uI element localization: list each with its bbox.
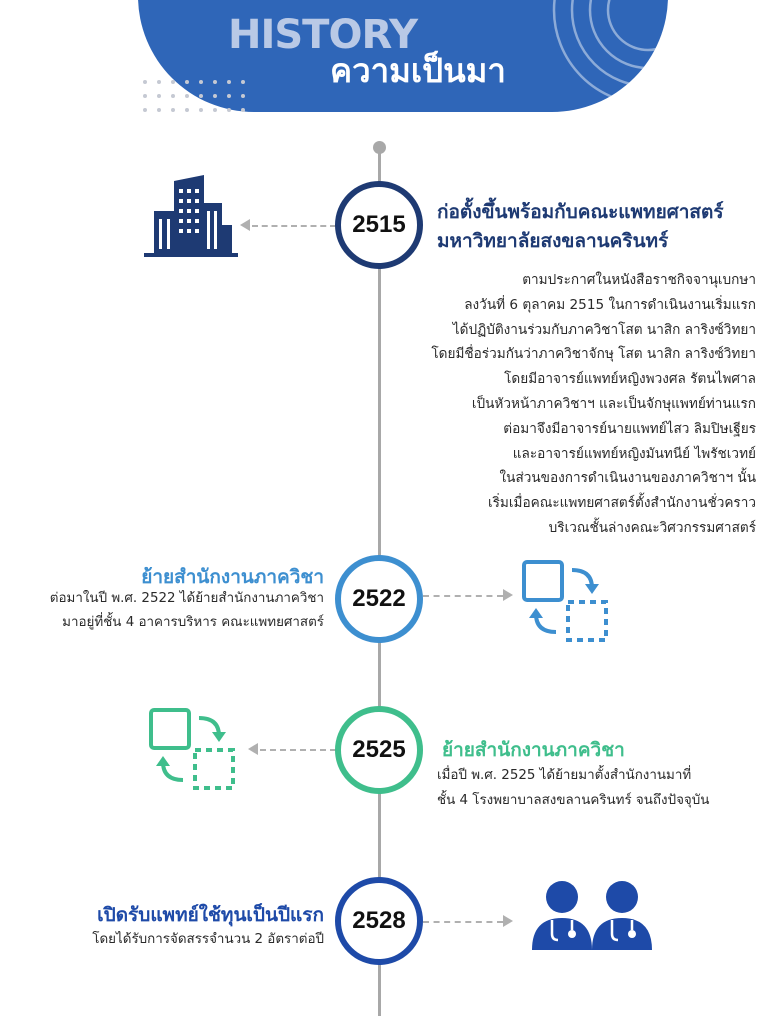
event-2515-description: ตามประกาศในหนังสือราชกิจจานุเบกษา ลงวันที่ 6 ตุลาคม 2515 ในการดำเนินงานเริ่มแรก ได้ปฏิบัติงานร่วมกับภาควิชาโสต นาสิก ลาริงซ์วิทยา โดยมีชื่อร่วมกันว่าภาควิชาจักษุ โสต นาสิก ลาริงซ์วิทยา โดยมีอาจารย์แพทย์หญิงพวงศล รัตนไพศาล เป็นหัวหน้าภาควิชาฯ และเป็นจักษุแพทย์ท่านแรก ต่อมาจึงมีอาจารย์นายแพทย์ไสว ลิมปิษเฐียร และอาจารย์แพทย์หญิงมันทนีย์ ไพรัชเวทย์ ในส่วนของการดำเนินงานของภาควิชาฯ นั้น เริ่มเมื่อคณะแพทยศาสตร์ตั้งสำนักงานชั่วคราว บริเวณชั้นล่างคณะวิศวกรรมศาสตร์ [431, 272, 756, 536]
event-2522-description: ต่อมาในปี พ.ศ. 2522 ได้ย้ายสำนักงานภาควิชา มาอยู่ที่ชั้น 4 อาคารบริหาร คณะแพทยศาสตร์ [49, 591, 324, 630]
arrow-right-icon [503, 915, 513, 927]
event-2528-description: โดยได้รับการจัดสรรจำนวน 2 อัตราต่อปี [92, 932, 324, 947]
page-subtitle: ความเป็นมา [330, 51, 506, 90]
year-node-2525: 2525 [335, 706, 423, 794]
doctors-icon [530, 880, 654, 952]
event-2528-heading: เปิดรับแพทย์ใช้ทุนเป็นปีแรก [97, 904, 324, 926]
arrow-right-icon [503, 589, 513, 601]
page-title: HISTORY [228, 12, 418, 58]
year-node-2528: 2528 [335, 877, 423, 965]
year-node-2522: 2522 [335, 555, 423, 643]
event-2522-heading: ย้ายสำนักงานภาควิชา [141, 566, 324, 588]
connector-dashed-line [423, 921, 503, 923]
timeline-start-dot [373, 141, 386, 154]
connector-dashed-line [252, 225, 336, 227]
arrow-left-icon [248, 743, 258, 755]
connector-dashed-line [260, 749, 336, 751]
event-2525-description: เมื่อปี พ.ศ. 2525 ได้ย้ายมาตั้งสำนักงานมาที่ ชั้น 4 โรงพยาบาลสงขลานครินทร์ จนถึงปัจจุบัน [437, 768, 710, 808]
dot-grid-decoration [142, 78, 248, 114]
year-node-2515: 2515 [335, 181, 423, 269]
arrow-left-icon [240, 219, 250, 231]
event-2525-heading: ย้ายสำนักงานภาควิชา [442, 739, 625, 761]
event-2515-heading: ก่อตั้งขึ้นพร้อมกับคณะแพทยศาสตร์ มหาวิทยาลัยสงขลานครินทร์ [437, 201, 724, 252]
move-office-icon [520, 558, 612, 644]
building-icon [144, 175, 238, 259]
wave-decoration-icon [528, 0, 668, 112]
connector-dashed-line [423, 595, 503, 597]
move-office-icon [147, 706, 239, 792]
